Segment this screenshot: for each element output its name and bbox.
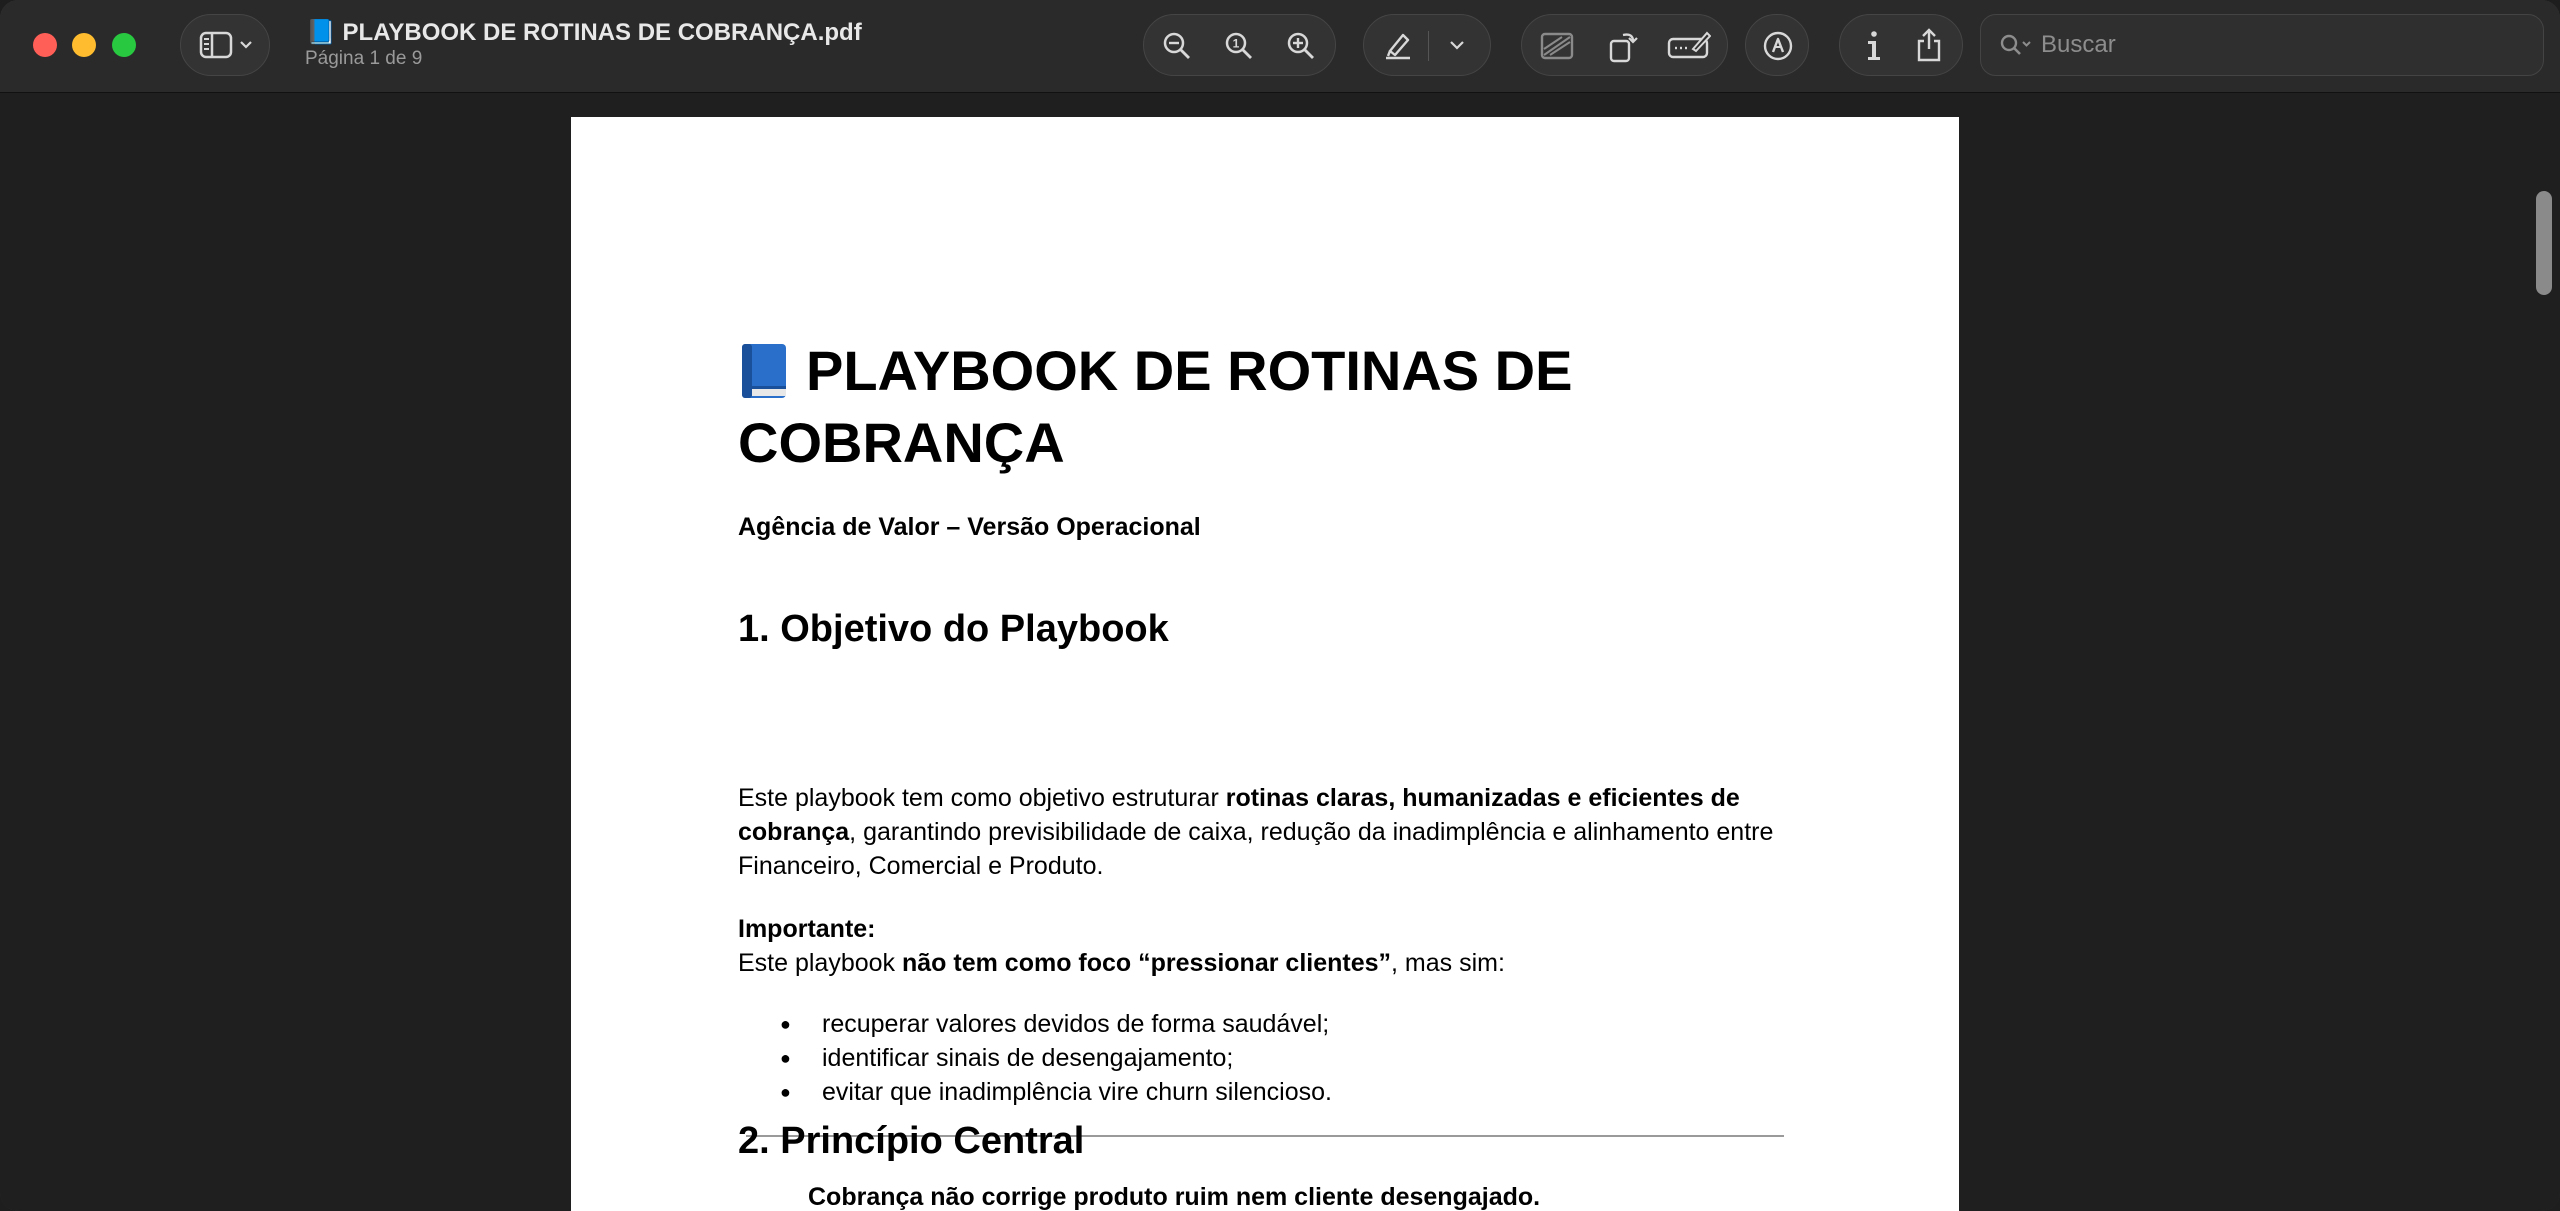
sidebar-toggle-button[interactable] (180, 14, 270, 76)
zoom-in-icon[interactable] (1286, 31, 1316, 61)
pdf-page (571, 117, 1959, 1211)
page-indicator: Página 1 de 9 (305, 48, 423, 69)
rotate-icon[interactable] (1607, 27, 1639, 63)
info-share-controls (1839, 14, 1963, 76)
chevron-down-icon[interactable] (1449, 39, 1465, 51)
document-viewer[interactable] (0, 93, 2560, 1211)
list-item: ● evitar que inadimplência vire churn silencioso. (780, 1075, 1332, 1109)
actual-size-icon[interactable] (1224, 31, 1254, 61)
share-icon[interactable] (1914, 27, 1944, 63)
minimize-window-button[interactable] (72, 33, 96, 57)
search-placeholder: Buscar (2041, 31, 2116, 58)
paragraph (738, 946, 1798, 980)
markup-button[interactable] (1745, 14, 1809, 76)
important-label: Importante: (738, 915, 876, 943)
search-icon (1999, 33, 2033, 57)
toolbar (0, 0, 2560, 93)
document-subtitle: Agência de Valor – Versão Operacional (738, 513, 1201, 541)
bold-text: rotinas claras, humanizadas e eficientes de cobrança (738, 784, 1740, 846)
vertical-scrollbar[interactable] (2536, 191, 2552, 295)
text-run: Este playbook tem como objetivo estruturar (738, 784, 1226, 812)
markup-icon (1762, 30, 1794, 62)
chevron-down-icon (239, 39, 253, 51)
close-window-button[interactable] (33, 33, 57, 57)
document-title: 📘 PLAYBOOK DE ROTINAS DE COBRANÇA.pdf (306, 19, 862, 46)
list-item: ● recuperar valores devidos de forma saudável; (780, 1007, 1332, 1041)
zoom-out-icon[interactable] (1162, 31, 1192, 61)
blue-book-icon (738, 342, 790, 400)
section-heading: 2. Princípio Central (738, 1120, 1085, 1162)
sidebar-icon (199, 31, 233, 59)
document-heading (738, 335, 1798, 479)
svg-text:1: 1 (1232, 36, 1240, 51)
section-heading: 1. Objetivo do Playbook (738, 608, 1169, 650)
list-item: ● identificar sinais de desengajamento; (780, 1041, 1332, 1075)
paragraph (738, 781, 1798, 883)
heading-text: PLAYBOOK DE ROTINAS DE COBRANÇA (738, 339, 1573, 474)
highlight-pen-icon[interactable] (1382, 29, 1414, 61)
signature-icon[interactable] (1667, 29, 1711, 61)
highlight-controls (1363, 14, 1491, 76)
zoom-controls (1143, 14, 1336, 76)
search-field[interactable] (1980, 14, 2544, 76)
principle-statement: Cobrança não corrige produto ruim nem cliente desengajado. (808, 1183, 1541, 1211)
edit-controls (1521, 14, 1728, 76)
text-run: Este playbook (738, 949, 902, 977)
bullet-list (780, 1007, 1332, 1109)
text-run: , mas sim: (1391, 949, 1505, 977)
bold-text: não tem como foco “pressionar clientes” (902, 949, 1392, 977)
info-icon[interactable] (1864, 29, 1884, 63)
image-icon[interactable] (1540, 31, 1574, 61)
text-run: , garantindo previsibilidade de caixa, redução da inadimplência e alinhamento entre Financeiro, Comercial e Produto. (738, 818, 1774, 880)
fullscreen-window-button[interactable] (112, 33, 136, 57)
